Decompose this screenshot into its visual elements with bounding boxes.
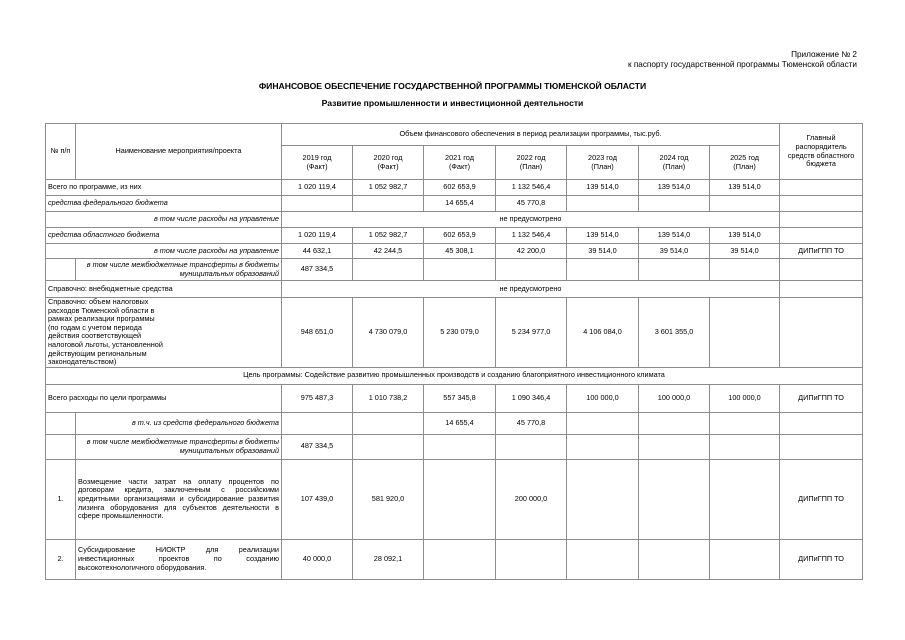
value-cell: 1 090 346,4 xyxy=(496,384,567,412)
value-cell: 107 439,0 xyxy=(282,459,353,539)
manager-cell: ДИПиГПП ТО xyxy=(780,539,863,579)
value-cell xyxy=(639,459,710,539)
value-cell: 42 200,0 xyxy=(496,244,567,259)
value-cell: 602 653,9 xyxy=(424,228,496,244)
value-cell: 44 632,1 xyxy=(282,244,353,259)
table-row xyxy=(46,281,863,298)
value-cell: 200 000,0 xyxy=(496,459,567,539)
page-title: ФИНАНСОВОЕ ОБЕСПЕЧЕНИЕ ГОСУДАРСТВЕННОЙ ПРОГРАММЫ ТЮМЕНСКОЙ ОБЛАСТИ xyxy=(258,81,647,91)
value-cell: 139 514,0 xyxy=(710,180,780,196)
value-cell: 39 514,0 xyxy=(639,244,710,259)
manager-cell: ДИПиГПП ТО xyxy=(780,459,863,539)
value-cell xyxy=(282,196,353,212)
value-cell xyxy=(567,539,639,579)
value-cell xyxy=(424,459,496,539)
row-label: средства областного бюджета xyxy=(46,228,282,244)
value-cell: 1 052 982,7 xyxy=(353,228,424,244)
value-cell xyxy=(710,434,780,459)
table-row xyxy=(46,384,863,412)
manager-cell xyxy=(780,180,863,196)
item-label: Субсидирование НИОКТР для реализации инвестиционных проектов по созданию высокотехнологичного оборудования. xyxy=(76,539,282,579)
value-cell: 100 000,0 xyxy=(639,384,710,412)
table-row xyxy=(46,298,863,368)
year-header: 2020 год (Факт) xyxy=(353,146,424,180)
value-cell: 5 234 977,0 xyxy=(496,298,567,368)
value-cell xyxy=(710,539,780,579)
value-cell xyxy=(639,434,710,459)
value-cell xyxy=(567,434,639,459)
value-cell: 139 514,0 xyxy=(567,180,639,196)
row-label: в т.ч. из средств федерального бюджета xyxy=(76,412,282,434)
value-cell xyxy=(496,259,567,281)
value-cell: 975 487,3 xyxy=(282,384,353,412)
table-row xyxy=(46,228,863,244)
value-cell: 5 230 079,0 xyxy=(424,298,496,368)
row-label: Всего по программе, из них xyxy=(46,180,282,196)
value-cell xyxy=(639,412,710,434)
value-cell: 557 345,8 xyxy=(424,384,496,412)
year-header: 2021 год (Факт) xyxy=(424,146,496,180)
value-cell: 28 092,1 xyxy=(353,539,424,579)
manager-cell xyxy=(780,212,863,228)
manager-cell: ДИПиГПП ТО xyxy=(780,244,863,259)
manager-cell xyxy=(780,196,863,212)
manager-cell xyxy=(780,259,863,281)
appendix-number: Приложение № 2 xyxy=(791,50,857,59)
value-cell: 487 334,5 xyxy=(282,434,353,459)
value-cell: 139 514,0 xyxy=(639,180,710,196)
manager-cell xyxy=(780,434,863,459)
item-number: 2. xyxy=(46,539,76,579)
value-cell xyxy=(282,412,353,434)
year-header: 2019 год (Факт) xyxy=(282,146,353,180)
financing-table xyxy=(45,123,863,580)
value-cell: 1 132 546,4 xyxy=(496,228,567,244)
value-cell: 581 920,0 xyxy=(353,459,424,539)
value-cell xyxy=(639,259,710,281)
value-cell xyxy=(567,459,639,539)
table-row xyxy=(46,459,863,539)
item-number: 1. xyxy=(46,459,76,539)
appendix-note xyxy=(628,50,857,70)
value-cell xyxy=(710,298,780,368)
value-cell: 1 020 119,4 xyxy=(282,228,353,244)
value-cell: 139 514,0 xyxy=(710,228,780,244)
table-row xyxy=(46,196,863,212)
table-row xyxy=(46,244,863,259)
row-label: средства федерального бюджета xyxy=(46,196,282,212)
table-row xyxy=(46,539,863,579)
row-label: в том числе межбюджетные трансферты в бюджеты муниципальных образований xyxy=(76,259,282,281)
header-volume: Объем финансового обеспечения в период реализации программы, тыс.руб. xyxy=(282,124,780,146)
table-row xyxy=(46,180,863,196)
value-cell xyxy=(639,539,710,579)
table-row xyxy=(46,367,863,384)
header-manager: Главный распорядитель средств областного бюджета xyxy=(780,124,863,180)
merged-note: не предусмотрено xyxy=(282,281,780,298)
value-cell xyxy=(353,412,424,434)
row-label: в том числе межбюджетные трансферты в бюджеты муниципальных образований xyxy=(76,434,282,459)
value-cell: 45 308,1 xyxy=(424,244,496,259)
table-row xyxy=(46,259,863,281)
value-cell xyxy=(424,259,496,281)
value-cell xyxy=(353,434,424,459)
value-cell: 1 020 119,4 xyxy=(282,180,353,196)
value-cell: 39 514,0 xyxy=(710,244,780,259)
value-cell xyxy=(496,434,567,459)
header-name: Наименование мероприятия/проекта xyxy=(76,124,282,180)
value-cell: 42 244,5 xyxy=(353,244,424,259)
value-cell: 45 770,8 xyxy=(496,196,567,212)
row-label: в том числе расходы на управление xyxy=(46,212,282,228)
value-cell: 100 000,0 xyxy=(567,384,639,412)
year-header: 2024 год (План) xyxy=(639,146,710,180)
row-label: Всего расходы по цели программы xyxy=(46,384,282,412)
value-cell xyxy=(710,259,780,281)
value-cell: 3 601 355,0 xyxy=(639,298,710,368)
value-cell: 40 000,0 xyxy=(282,539,353,579)
year-header: 2022 год (План) xyxy=(496,146,567,180)
value-cell: 948 651,0 xyxy=(282,298,353,368)
row-label: Справочно: объем налоговых расходов Тюменской области в рамках реализации программы (по годам с учетом периода действия соответствующей налоговой льготы, установленной действующим региональным законодательством) xyxy=(46,298,282,368)
table-row xyxy=(46,212,863,228)
item-label: Возмещение части затрат на оплату процентов по договорам кредита, заключенным с российскими кредитными организациями и субсидирование развития лизинга оборудования для субъектов деятельности в сфере промышленности. xyxy=(76,459,282,539)
manager-cell xyxy=(780,298,863,368)
value-cell: 1 052 982,7 xyxy=(353,180,424,196)
value-cell: 139 514,0 xyxy=(639,228,710,244)
value-cell xyxy=(710,196,780,212)
row-label: в том числе расходы на управление xyxy=(46,244,282,259)
year-header: 2025 год (План) xyxy=(710,146,780,180)
table-row xyxy=(46,412,863,434)
value-cell xyxy=(353,259,424,281)
value-cell: 1 010 738,2 xyxy=(353,384,424,412)
header-num: № п/п xyxy=(46,124,76,180)
value-cell xyxy=(710,459,780,539)
value-cell xyxy=(424,434,496,459)
value-cell: 602 653,9 xyxy=(424,180,496,196)
value-cell xyxy=(353,196,424,212)
value-cell: 14 655,4 xyxy=(424,196,496,212)
merged-note: не предусмотрено xyxy=(282,212,780,228)
value-cell: 1 132 546,4 xyxy=(496,180,567,196)
value-cell xyxy=(496,539,567,579)
row-label: Справочно: внебюджетные средства xyxy=(46,281,282,298)
value-cell xyxy=(424,539,496,579)
value-cell xyxy=(567,412,639,434)
value-cell: 4 730 079,0 xyxy=(353,298,424,368)
year-header: 2023 год (План) xyxy=(567,146,639,180)
manager-cell xyxy=(780,228,863,244)
manager-cell xyxy=(780,281,863,298)
value-cell xyxy=(710,412,780,434)
value-cell: 39 514,0 xyxy=(567,244,639,259)
value-cell: 4 106 084,0 xyxy=(567,298,639,368)
value-cell: 14 655,4 xyxy=(424,412,496,434)
appendix-reference: к паспорту государственной программы Тюменской области xyxy=(627,60,857,69)
manager-cell xyxy=(780,412,863,434)
value-cell: 45 770,8 xyxy=(496,412,567,434)
value-cell: 100 000,0 xyxy=(710,384,780,412)
value-cell xyxy=(567,196,639,212)
value-cell xyxy=(567,259,639,281)
goal-heading: Цель программы: Содействие развитию промышленных производств и созданию благоприятного инвестиционного климата xyxy=(46,367,863,384)
value-cell: 139 514,0 xyxy=(567,228,639,244)
manager-cell: ДИПиГПП ТО xyxy=(780,384,863,412)
page-subtitle: Развитие промышленности и инвестиционной деятельности xyxy=(321,98,584,108)
table-row xyxy=(46,434,863,459)
value-cell xyxy=(639,196,710,212)
value-cell: 487 334,5 xyxy=(282,259,353,281)
